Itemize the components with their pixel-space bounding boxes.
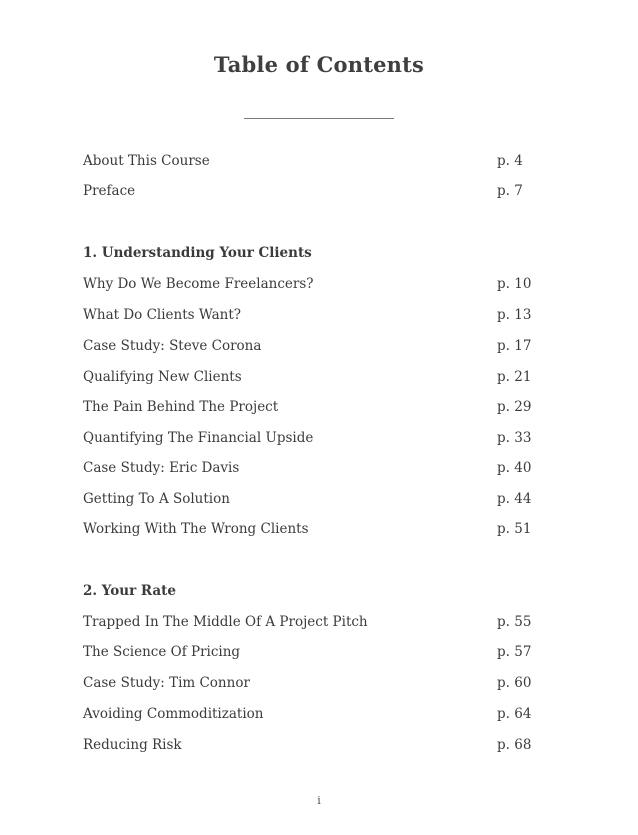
toc-entry[interactable] [83,428,533,448]
toc-entry-label: Avoiding Commoditization [83,706,264,722]
toc-entry-label: Quantifying The Financial Upside [83,430,314,446]
toc-entry[interactable] [83,397,533,417]
toc-entry[interactable] [83,519,533,539]
toc-entry[interactable] [83,642,533,662]
toc-entry-label: Case Study: Tim Connor [83,675,250,691]
page-number: i [317,794,321,807]
toc-entry-page: p. 57 [497,644,532,660]
toc-entry[interactable] [83,612,533,632]
toc-entry-label: Reducing Risk [83,737,182,753]
toc-entry-label: The Science Of Pricing [83,644,241,660]
toc-entry-page: p. 51 [497,521,532,537]
toc-entry[interactable] [83,704,533,724]
toc-entry-page: p. 13 [497,307,532,323]
toc-entry[interactable] [83,181,533,201]
toc-entry-label: Working With The Wrong Clients [83,521,309,537]
toc-entry-page: p. 29 [497,399,532,415]
toc-entry-page: p. 17 [497,338,532,354]
toc-entry-page: p. 55 [497,614,532,630]
toc-entry-page: p. 64 [497,706,532,722]
toc-entry-page: p. 60 [497,675,532,691]
toc-entry-label: Case Study: Steve Corona [83,338,262,354]
title-divider [244,118,394,119]
toc-entry-page: p. 33 [497,430,532,446]
toc-entry[interactable] [83,274,533,294]
toc-entry-page: p. 10 [497,276,532,292]
page-title: Table of Contents [213,52,425,77]
toc-entry[interactable] [83,305,533,325]
toc-entry[interactable] [83,458,533,478]
section-heading: 2. Your Rate [83,583,176,599]
toc-entry-page: p. 40 [497,460,532,476]
toc-entry-page: p. 21 [497,369,532,385]
toc-entry[interactable] [83,735,533,755]
toc-entry[interactable] [83,367,533,387]
toc-entry-label: About This Course [83,153,210,169]
toc-entry-label: What Do Clients Want? [83,307,241,323]
toc-entry-page: p. 68 [497,737,532,753]
section-heading: 1. Understanding Your Clients [83,245,312,261]
toc-entry[interactable] [83,336,533,356]
toc-entry-label: Trapped In The Middle Of A Project Pitch [83,614,368,630]
toc-entry-label: Qualifying New Clients [83,369,242,385]
toc-entry-label: Preface [83,183,136,199]
toc-entry-label: The Pain Behind The Project [83,399,279,415]
toc-entry[interactable] [83,489,533,509]
toc-entry-page: p. 44 [497,491,532,507]
toc-entry[interactable] [83,151,533,171]
toc-entry-page: p. 7 [497,183,523,199]
toc-entry-label: Why Do We Become Freelancers? [83,276,314,292]
toc-entry-page: p. 4 [497,153,523,169]
toc-entry[interactable] [83,673,533,693]
toc-entry-label: Getting To A Solution [83,491,230,507]
toc-entry-label: Case Study: Eric Davis [83,460,240,476]
